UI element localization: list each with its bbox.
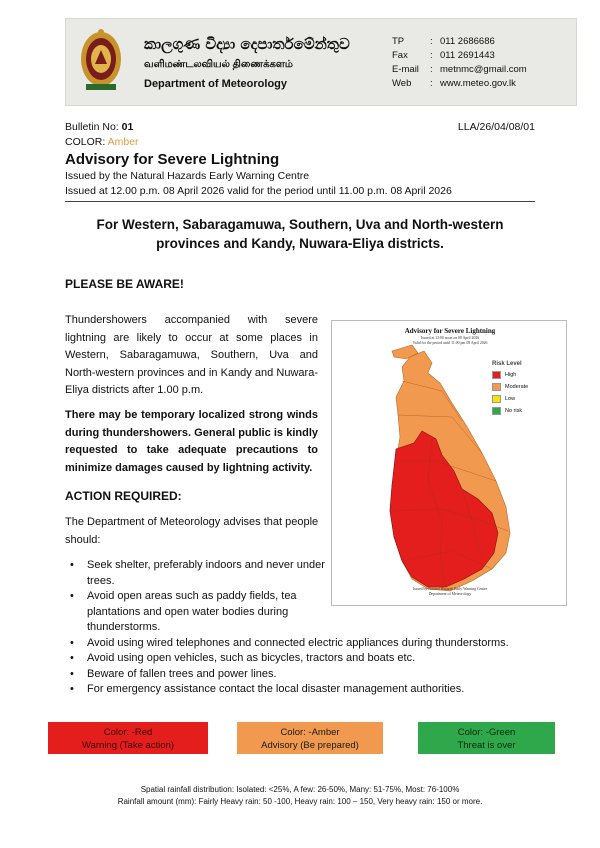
bulletin-number: Bulletin No: 01 [65,121,134,133]
map-footer: Issued by Natural Hazards Early Warning Centre Department of Meteorology [412,587,488,596]
advisory-title: Advisory for Severe Lightning [65,151,280,168]
color-code-green: Color: -Green Threat is over [418,722,555,754]
list-item: • Seek shelter, preferably indoors and never under trees. [65,558,325,589]
color-code-amber: Color: -Amber Advisory (Be prepared) [237,722,383,754]
list-item: • Avoid open areas such as paddy fields, tea plantations and open water bodies during thunderstorms. [65,589,325,636]
contact-tp: TP : 011 2686686 [392,36,495,47]
color-code-red: Color: -Red Warning (Take action) [48,722,208,754]
legend-item-high: High [492,371,528,379]
aware-heading: PLEASE BE AWARE! [65,277,184,291]
legend-item-low: Low [492,395,528,403]
list-item: • For emergency assistance contact the local disaster management authorities. [65,682,545,698]
risk-map [331,320,567,606]
precaution-paragraph: There may be temporary localized strong winds during thundershowers. General public is kindly requested to take adequate precautions to minimize damages caused by lightning activity. [65,409,318,474]
legend-title: Risk Level [492,361,522,367]
legend-item-moderate: Moderate [492,383,528,391]
bulletin-color: COLOR: Amber [65,136,139,148]
sri-lanka-map [332,321,568,607]
advises-text: The Department of Meteorology advises that people should: [65,516,319,546]
contact-block [392,35,527,91]
contact-email: E-mail : metnmc@gmail.com [392,64,527,75]
legend-item-no-risk: No risk [492,407,528,415]
map-title: Advisory for Severe Lightning [404,327,496,335]
org-name-sinhala: කාලගුණ විද්‍යා දෙපාර්තමේන්තුව [144,35,350,53]
bulletin-reference: LLA/26/04/08/01 [457,121,535,133]
contact-fax: Fax : 011 2691443 [392,50,495,61]
letterhead [65,18,577,106]
map-subtitle: Issued at 12:00 noon on 08 April 2026 Valid for the period until 11:00 pm 08 April 2026 [412,336,488,345]
contact-web: Web : www.meteo.gov.lk [392,78,516,89]
list-item: • Beware of fallen trees and power lines. [65,667,545,683]
issuer-line: Issued by the Natural Hazards Early Warning Centre [65,170,310,182]
forecast-paragraph: Thundershowers accompanied with severe lightning are likely to occur at some places in Western, Sabaragamuwa, Southern, Uva and North-western provinces and in Kandy and Nuwara-Eliya districts after 1.00 p.m. [65,314,318,396]
org-name-tamil: வளிமண்டலவியல் திணைக்களம் [144,59,293,70]
map-legend [492,361,528,419]
list-item: • Avoid using wired telephones and connected electric appliances during thunderstorms. [65,636,545,652]
action-heading: ACTION REQUIRED: [65,489,182,503]
footnote-rainfall: Rainfall amount (mm): Fairly Heavy rain: 50 -100, Heavy rain: 100 – 150, Very heavy rain: 150 or more. [117,797,483,806]
list-item: • Avoid using open vehicles, such as bicycles, tractors and boats etc. [65,651,545,667]
emblem-logo [78,28,124,94]
affected-regions: For Western, Sabaragamuwa, Southern, Uva and North-western provinces and Kandy, Nuwara-Eliya districts. [96,217,504,251]
divider [65,201,535,202]
footnote-spatial: Spatial rainfall distribution: Isolated: <25%, A few: 26-50%, Many: 51-75%, Most: 76-100% [140,785,460,794]
issued-validity-line: Issued at 12.00 p.m. 08 April 2026 valid for the period until 11.00 p.m. 08 April 2026 [65,185,452,197]
org-name-english: Department of Meteorology [144,78,288,90]
